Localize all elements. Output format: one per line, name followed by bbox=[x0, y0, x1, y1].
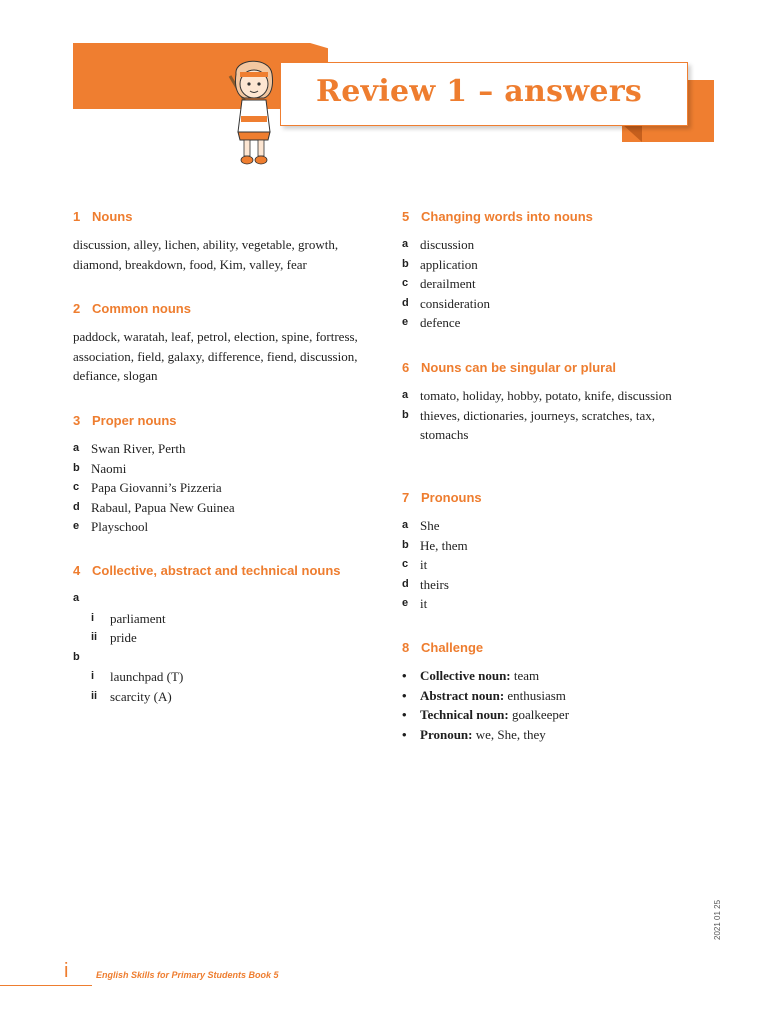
list-item: a bbox=[73, 592, 80, 604]
list-item: • Collective noun: team bbox=[402, 668, 540, 683]
section-heading: 5 Changing words into nouns bbox=[402, 209, 593, 224]
section-heading: 3 Proper nouns bbox=[73, 413, 177, 428]
section-7 bbox=[402, 489, 702, 614]
list-item: c derailment bbox=[402, 276, 476, 291]
list-item: d theirs bbox=[402, 576, 449, 592]
answer-list bbox=[402, 516, 702, 614]
section-2 bbox=[73, 300, 383, 386]
list-item: a discussion bbox=[402, 237, 475, 252]
list-item: a Swan River, Perth bbox=[73, 441, 186, 456]
list-subitem: i parliament bbox=[91, 610, 166, 626]
section-5 bbox=[402, 208, 702, 333]
list-item: b Naomi bbox=[73, 460, 127, 476]
list-item: d consideration bbox=[402, 295, 491, 311]
book-title: English Skills for Primary Students Book 5 bbox=[96, 970, 279, 980]
list-item: b bbox=[73, 650, 80, 663]
section-heading: 8 Challenge bbox=[402, 640, 484, 655]
section-4 bbox=[73, 562, 383, 706]
section-heading: 6 Nouns can be singular or plural bbox=[402, 360, 617, 375]
answer-list bbox=[402, 386, 692, 445]
answer-list bbox=[402, 235, 702, 333]
answer-list bbox=[402, 666, 702, 744]
mascot-illustration-icon bbox=[214, 52, 294, 170]
section-6 bbox=[402, 359, 692, 445]
list-item: e it bbox=[402, 596, 428, 611]
page-number: i bbox=[64, 960, 69, 982]
answer-list bbox=[73, 439, 383, 537]
list-item: • Abstract noun: enthusiasm bbox=[402, 687, 566, 703]
section-heading: 2 Common nouns bbox=[73, 301, 191, 316]
page-title: Review 1 – answers bbox=[316, 74, 643, 109]
list-item: • Pronoun: we, She, they bbox=[402, 726, 546, 742]
answer-text: paddock, waratah, leaf, petrol, election, spine, fortress, association, field, galaxy, difference, fiend, discussion, defiance, slogan bbox=[73, 329, 358, 383]
list-item: • Technical noun: goalkeeper bbox=[402, 707, 570, 722]
list-item: a tomato, holiday, hobby, potato, knife, discussion bbox=[402, 388, 672, 403]
list-subitem: ii pride bbox=[91, 630, 137, 645]
section-heading: 4 Collective, abstract and technical nouns bbox=[73, 563, 341, 578]
footer-rule bbox=[0, 985, 92, 986]
print-code: 2021 01 25 bbox=[713, 899, 722, 940]
list-subitem: ii scarcity (A) bbox=[91, 688, 172, 704]
section-heading: 1 Nouns bbox=[73, 209, 133, 224]
section-1 bbox=[73, 208, 383, 274]
list-item: b application bbox=[402, 256, 478, 272]
section-3 bbox=[73, 412, 383, 537]
list-subitem: i launchpad (T) bbox=[91, 669, 184, 684]
section-heading: 7 Pronouns bbox=[402, 490, 482, 505]
answer-list bbox=[73, 589, 383, 706]
list-item: a She bbox=[402, 518, 440, 533]
list-item: b thieves, dictionaries, journeys, scratches, tax, stomachs bbox=[402, 407, 656, 442]
list-item: c Papa Giovanni’s Pizzeria bbox=[73, 480, 222, 495]
list-item: e defence bbox=[402, 315, 461, 330]
list-item: e Playschool bbox=[73, 519, 149, 534]
answer-text: discussion, alley, lichen, ability, vegetable, growth, diamond, breakdown, food, Kim, valley, fear bbox=[73, 237, 339, 272]
list-item: c it bbox=[402, 557, 428, 572]
section-8 bbox=[402, 639, 702, 744]
list-item: b He, them bbox=[402, 537, 468, 553]
list-item: d Rabaul, Papua New Guinea bbox=[73, 499, 235, 515]
